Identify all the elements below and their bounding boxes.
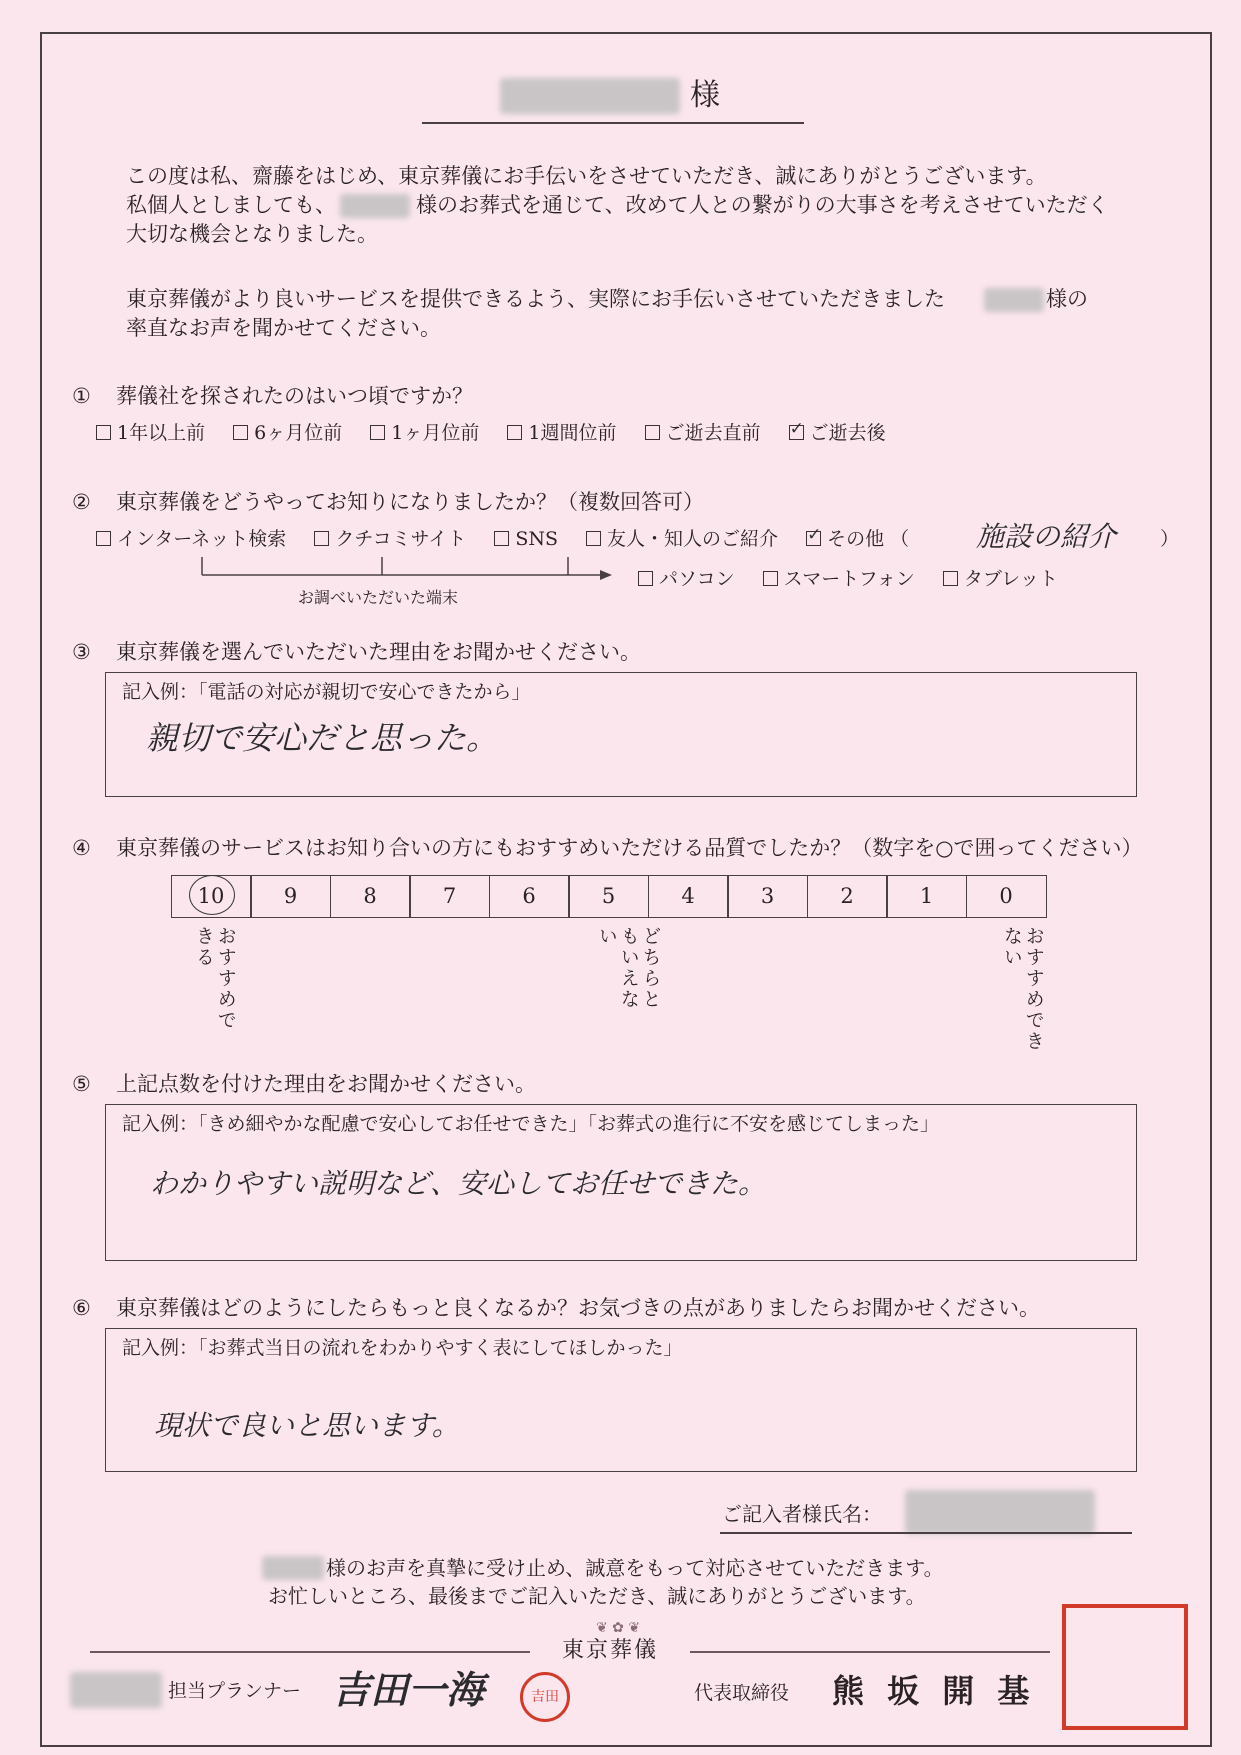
device-option[interactable]: パソコン	[638, 568, 735, 590]
intro-line-2b: 様のお葬式を通じて、改めて人との繋がりの大事さを考えさせていただく	[416, 193, 1109, 217]
closing-line-1: 様のお声を真摯に受け止め、誠意をもって対応させていただきます。	[326, 1556, 944, 1580]
rating-cell[interactable]: 2	[807, 875, 888, 918]
q3-number: ③	[72, 640, 91, 664]
q3-example: 記入例：「電話の対応が親切で安心できたから」	[122, 681, 531, 703]
signature-label: ご記入者様氏名：	[722, 1502, 882, 1526]
intro-line-1: この度は私、齋藤をはじめ、東京葬儀にお手伝いをさせていただき、誠にありがとうございます。	[126, 164, 1047, 188]
signature-underline	[720, 1532, 1132, 1534]
checkbox-icon[interactable]	[494, 531, 509, 546]
q2-other-open: （	[890, 528, 910, 550]
checkbox-icon[interactable]	[314, 531, 329, 546]
q2-devices	[638, 568, 1058, 591]
redacted-name	[70, 1672, 162, 1708]
footer-company: 東京葬儀	[562, 1638, 659, 1663]
q2-option-selected[interactable]: ✓ その他	[806, 528, 884, 550]
checkbox-icon[interactable]	[96, 531, 111, 546]
q2-question: 東京葬儀をどうやってお知りになりましたか？（複数回答可）	[116, 490, 704, 514]
checkbox-icon[interactable]	[943, 571, 958, 586]
rating-cell[interactable]: 7	[409, 875, 490, 918]
redacted-name	[500, 78, 680, 114]
q6-answer: 現状で良いと思います。	[154, 1409, 460, 1442]
q1-option-selected[interactable]: ✓ ご逝去後	[789, 422, 886, 444]
rating-cell[interactable]: 4	[648, 875, 729, 918]
scale-label-mid: どちらともいえない	[595, 926, 662, 1010]
q5-answer: わかりやすい説明など、安心してお任せできた。	[150, 1167, 767, 1200]
device-label: お調べいただいた端末	[298, 588, 459, 607]
footer-line-left	[90, 1651, 530, 1653]
rating-cell-selected[interactable]: 10	[171, 875, 252, 918]
checkbox-icon[interactable]	[638, 571, 653, 586]
ornament-icon: ❦ ✿ ❦	[596, 1620, 641, 1636]
device-option[interactable]: スマートフォン	[763, 568, 915, 590]
intro-line-3: 大切な機会となりました。	[126, 222, 378, 246]
q5-example: 記入例：「きめ細やかな配慮で安心してお任せできた」「お葬式の進行に不安を感じてしまった」	[122, 1113, 940, 1135]
rating-cell[interactable]: 3	[727, 875, 808, 918]
intro-line-4a: 東京葬儀がより良いサービスを提供できるよう、実際にお手伝いさせていただきました	[126, 287, 945, 311]
checkbox-icon[interactable]	[586, 531, 601, 546]
q4-question: 東京葬儀のサービスはお知り合いの方にもおすすめいただける品質でしたか？（数字を○で囲ってください）	[116, 836, 1143, 860]
q4-number: ④	[72, 836, 91, 860]
device-bracket	[190, 555, 620, 581]
q6-number: ⑥	[72, 1296, 91, 1320]
rating-cell[interactable]: 5	[568, 875, 649, 918]
q1-question: 葬儀社を探されたのはいつ頃ですか？	[116, 384, 473, 408]
checkbox-icon[interactable]	[370, 425, 385, 440]
redacted-name	[262, 1556, 324, 1580]
planner-label: 担当プランナー	[168, 1680, 302, 1702]
q2-other-answer[interactable]: 施設の紹介	[976, 520, 1117, 553]
closing-line-2: お忙しいところ、最後までご記入いただき、誠にありがとうございます。	[268, 1584, 926, 1608]
rating-cell[interactable]: 9	[250, 875, 331, 918]
q3-answer-box[interactable]	[105, 672, 1137, 797]
q2-option[interactable]: クチコミサイト	[314, 528, 466, 550]
circle-mark-icon	[189, 875, 235, 915]
q1-option[interactable]: 1年以上前	[96, 422, 205, 444]
q2-options	[96, 528, 909, 551]
company-seal-icon	[1062, 1604, 1188, 1730]
footer-line-right	[690, 1651, 1050, 1653]
q6-answer-box[interactable]	[105, 1328, 1137, 1472]
checked-checkbox-icon[interactable]	[789, 425, 804, 440]
header-honorific: 様	[690, 78, 720, 113]
intro-line-2a: 私個人としましても、	[126, 193, 336, 217]
q5-question: 上記点数を付けた理由をお聞かせください。	[116, 1072, 536, 1096]
intro-line-5: 率直なお声を聞かせてください。	[126, 316, 441, 340]
rating-cell[interactable]: 8	[330, 875, 411, 918]
intro-line-4b: 様の	[1046, 287, 1088, 311]
checkbox-icon[interactable]	[763, 571, 778, 586]
rep-name: 熊 坂 開 基	[832, 1672, 1036, 1710]
q3-question: 東京葬儀を選んでいただいた理由をお聞かせください。	[116, 640, 641, 664]
q1-option[interactable]: 1ヶ月位前	[370, 422, 479, 444]
q5-answer-box[interactable]	[105, 1104, 1137, 1261]
checkbox-icon[interactable]	[96, 425, 111, 440]
checked-checkbox-icon[interactable]	[806, 531, 821, 546]
redacted-signature	[905, 1490, 1095, 1534]
planner-seal-icon: 吉田	[520, 1672, 570, 1722]
q1-option[interactable]: ご逝去直前	[645, 422, 761, 444]
q5-number: ⑤	[72, 1072, 91, 1096]
redacted-name	[340, 194, 410, 218]
header-underline	[422, 122, 804, 124]
q2-option[interactable]: SNS	[494, 528, 558, 550]
rating-cell[interactable]: 1	[886, 875, 967, 918]
q1-option[interactable]: 6ヶ月位前	[233, 422, 342, 444]
planner-name: 吉田一海	[332, 1668, 485, 1712]
q6-example: 記入例：「お葬式当日の流れをわかりやすく表にしてほしかった」	[122, 1337, 683, 1359]
redacted-name	[984, 288, 1044, 312]
q3-answer: 親切で安心だと思った。	[146, 719, 499, 757]
q2-number: ②	[72, 490, 91, 514]
scale-label-low: おすすめできない	[1000, 926, 1045, 1052]
rep-label: 代表取締役	[694, 1682, 790, 1704]
checkbox-icon[interactable]	[233, 425, 248, 440]
rating-scale	[172, 875, 1047, 918]
q1-number: ①	[72, 384, 91, 408]
q1-option[interactable]: 1週間位前	[507, 422, 616, 444]
rating-cell[interactable]: 6	[489, 875, 570, 918]
q1-options	[96, 422, 908, 445]
q2-option[interactable]: インターネット検索	[96, 528, 286, 550]
q2-option[interactable]: 友人・知人のご紹介	[586, 528, 778, 550]
device-option[interactable]: タブレット	[943, 568, 1058, 590]
rating-cell[interactable]: 0	[966, 875, 1047, 918]
q6-question: 東京葬儀はどのようにしたらもっと良くなるか？お気づきの点がありましたらお聞かせください。	[116, 1296, 1040, 1320]
checkbox-icon[interactable]	[645, 425, 660, 440]
checkbox-icon[interactable]	[507, 425, 522, 440]
q2-other-close: ）	[1160, 528, 1180, 550]
scale-label-high: おすすめできる	[192, 926, 237, 1031]
